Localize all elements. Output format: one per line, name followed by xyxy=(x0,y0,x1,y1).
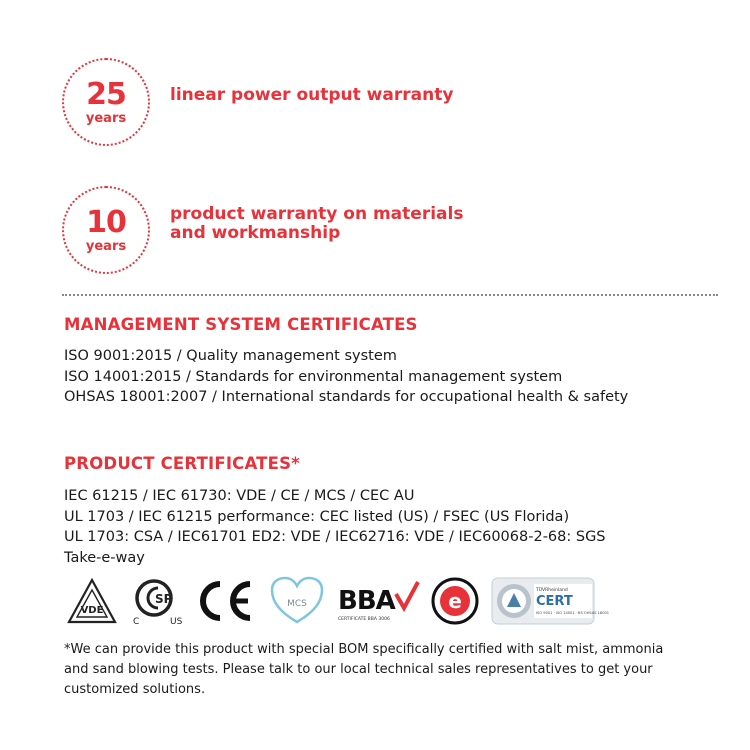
csa-logo-icon xyxy=(130,576,186,626)
certificate-logos xyxy=(66,576,610,628)
management-list xyxy=(64,346,628,408)
warranty-description xyxy=(170,205,463,243)
svg-text:SP: SP xyxy=(155,592,173,606)
bba-text: BBA xyxy=(338,586,395,616)
warranty-25 xyxy=(62,58,453,146)
warranty-10 xyxy=(62,186,463,274)
csa-c-text: C xyxy=(133,617,140,627)
warranty-badge xyxy=(62,186,150,274)
warranty-line: linear power output warranty xyxy=(170,84,454,105)
management-item: ISO 9001:2015 / Quality management system xyxy=(64,348,397,364)
management-item: ISO 14001:2015 / Standards for environmental management system xyxy=(64,368,563,385)
product-list xyxy=(64,486,606,568)
svg-text:e: e xyxy=(448,589,462,613)
footnote: *We can provide this product with special BOM specifically certified with salt mist, ammonia and sand blowing tests. Please talk to our local technical sales representatives to get your customized solutions. xyxy=(64,642,664,697)
take-e-way-logo-icon xyxy=(430,576,480,626)
warranty-description xyxy=(170,86,453,105)
warranty-years-unit: years xyxy=(85,110,127,126)
product-item: UL 1703 / IEC 61215 performance: CEC listed (US) / FSEC (US Florida) xyxy=(64,508,570,525)
csa-us-text: US xyxy=(170,617,183,627)
tuv-cert-text: CERT xyxy=(536,594,573,609)
mcs-text: MCS xyxy=(287,599,307,609)
dotted-divider xyxy=(62,294,718,296)
product-item: IEC 61215 / IEC 61730: VDE / CE / MCS / CEC AU xyxy=(64,488,415,504)
management-title: MANAGEMENT SYSTEM CERTIFICATES xyxy=(64,315,418,334)
management-item: OHSAS 18001:2007 / International standards for occupational health & safety xyxy=(64,389,629,405)
ce-logo-icon xyxy=(194,576,256,626)
warranty-badge xyxy=(62,58,150,146)
warranty-line: product warranty on materials xyxy=(170,204,464,224)
vde-text: VDE xyxy=(80,605,104,616)
product-item: UL 1703: CSA / IEC61701 ED2: VDE / IEC62716: VDE / IEC60068-2-68: SGS xyxy=(64,529,606,545)
warranty-line: and workmanship xyxy=(170,223,341,243)
bba-logo-icon xyxy=(336,576,420,626)
warranty-years-number: 10 xyxy=(86,204,126,240)
bba-subtext: CERTIFICATE BBA 3006 xyxy=(338,617,390,622)
warranty-years-number: 25 xyxy=(86,76,126,112)
warranty-years-unit: years xyxy=(85,238,127,254)
vde-logo-icon xyxy=(66,576,118,626)
product-title: PRODUCT CERTIFICATES* xyxy=(64,454,301,473)
product-item: Take-e-way xyxy=(64,549,145,566)
tuv-cert-logo-icon xyxy=(492,576,610,626)
tuv-top-text: TÜVRheinland xyxy=(536,588,568,593)
tuv-sub-text: ISO 9001 · ISO 14001 · BS OHSAS 18001 xyxy=(536,611,610,615)
mcs-logo-icon xyxy=(270,576,324,626)
